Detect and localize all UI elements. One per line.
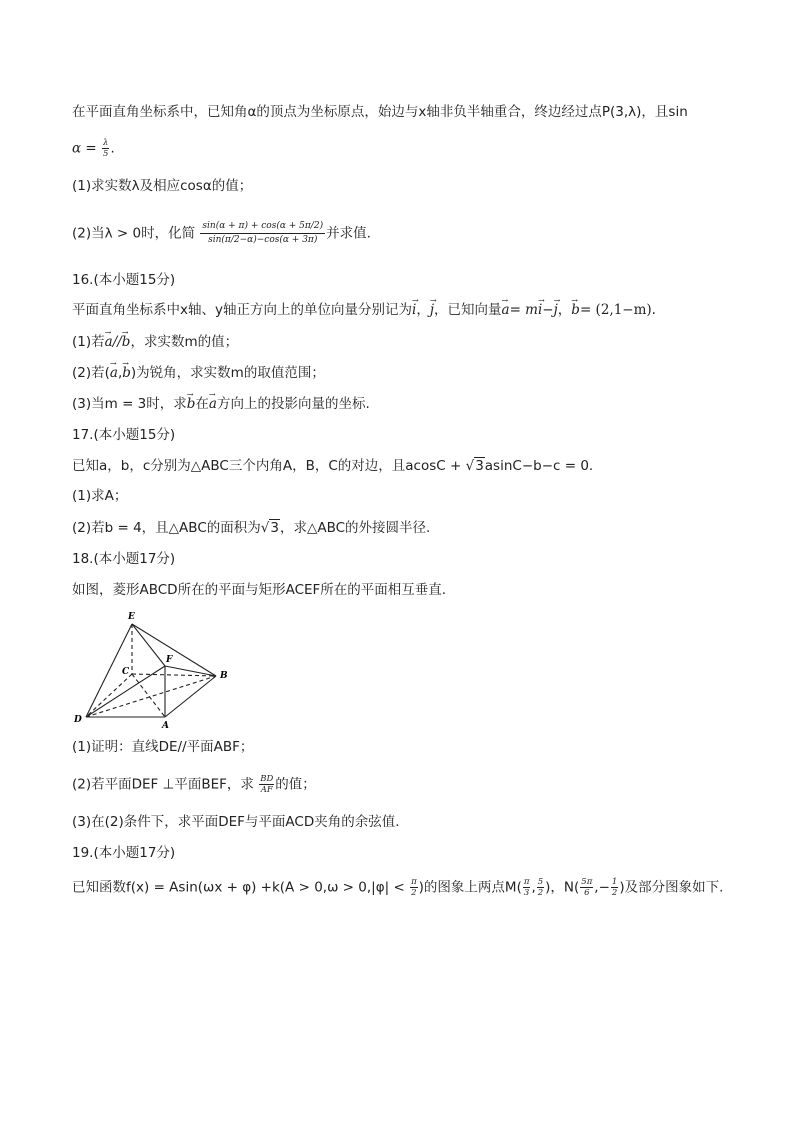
- vertex-label-D: D: [74, 715, 82, 725]
- q15-part1: (1)求实数λ及相应cosα的值；: [72, 178, 253, 194]
- q15-part2: (2)当λ > 0时，化简 $\frac{\sin(\alpha + \pi) + \cos(\alpha + 5\pi/2)}{\sin(\pi/2-\alpha)-\cos(\alpha + 3\pi)}$ 并求值.: [72, 221, 371, 245]
- vertex-label-B: B: [220, 671, 228, 681]
- vertex-label-C: C: [122, 667, 130, 677]
- q18-heading: 18.(本小题17分): [72, 551, 176, 567]
- q19-line1: 已知函数f(x) = Asin(ωx + φ) +k(A > 0,ω > 0,|φ| < $\frac{\pi}{2}$ )的图象上两点M( $\frac{\pi}{3}$ , $\frac{5}{2}$ )，N( $\frac{5\pi}{6}$ ,− $\frac{1}{2}$ )及部分图象如下.: [72, 877, 724, 898]
- q19-heading: 19.(本小题17分): [72, 845, 176, 861]
- q18-part3: (3)在(2)条件下，求平面DEF与平面ACD夹角的余弦值.: [72, 814, 400, 830]
- vertex-label-A: A: [162, 721, 169, 731]
- n-y-fraction: $\frac{1}{2}$: [611, 877, 618, 898]
- bd-over-af-fraction: $\frac{BD}{AF}$: [260, 774, 274, 795]
- n-x-fraction: $\frac{5\pi}{6}$: [581, 877, 593, 898]
- q17-part1: (1)求A；: [72, 488, 128, 504]
- q18-part2: (2)若平面DEF ⊥平面BEF，求 $\frac{BD}{AF}$ 的值；: [72, 774, 316, 795]
- vertex-label-E: E: [128, 612, 135, 622]
- m-x-fraction: $\frac{\pi}{3}$: [523, 877, 530, 898]
- q17-heading: 17.(本小题15分): [72, 427, 176, 443]
- q18-part1: (1)证明：直线DE//平面ABF；: [72, 739, 254, 755]
- q16-heading: 16.(本小题15分): [72, 272, 176, 288]
- q16-part1: (1)若→ a//→ b，求实数m的值；: [72, 332, 238, 352]
- rhombus-rectangle-figure: [70, 608, 240, 734]
- q15-line1: 在平面直角坐标系中，已知角α的顶点为坐标原点，始边与x轴非负半轴重合，终边经过点P(3,λ)，且sin: [72, 104, 688, 120]
- q17-part2: (2)若b = 4，且△ABC的面积为√3，求△ABC的外接圆半径.: [72, 520, 431, 536]
- q16-line1: 平面直角坐标系中x轴、y轴正方向上的单位向量分别记为→ i，→ j，已知向量→ a= m→ i−→ j，→ b= (2,1−m).: [72, 300, 656, 320]
- vertex-label-F: F: [166, 655, 173, 665]
- simplify-fraction: $\frac{\sin(\alpha + \pi) + \cos(\alpha + 5\pi/2)}{\sin(\pi/2-\alpha)-\cos(\alpha + 3\pi)}$: [202, 221, 324, 245]
- lambda-over-5-fraction: $\frac{\lambda}{5}$: [103, 138, 109, 159]
- q16-part3: (3)当m = 3时，求→ b在→ a方向上的投影向量的坐标.: [72, 394, 370, 414]
- pi-over-2-fraction: $\frac{\pi}{2}$: [411, 877, 417, 898]
- q15-line2: α = $\frac{\lambda}{5}$ .: [72, 138, 115, 159]
- m-y-fraction: $\frac{5}{2}$: [537, 877, 544, 898]
- q17-line1: 已知a，b，c分别为△ABC三个内角A，B，C的对边，且acosC + √3asinC−b−c = 0.: [72, 458, 594, 474]
- q16-part2: (2)若(→ a,→ b)为锐角，求实数m的取值范围；: [72, 363, 325, 383]
- q18-line1: 如图，菱形ABCD所在的平面与矩形ACEF所在的平面相互垂直.: [72, 582, 447, 598]
